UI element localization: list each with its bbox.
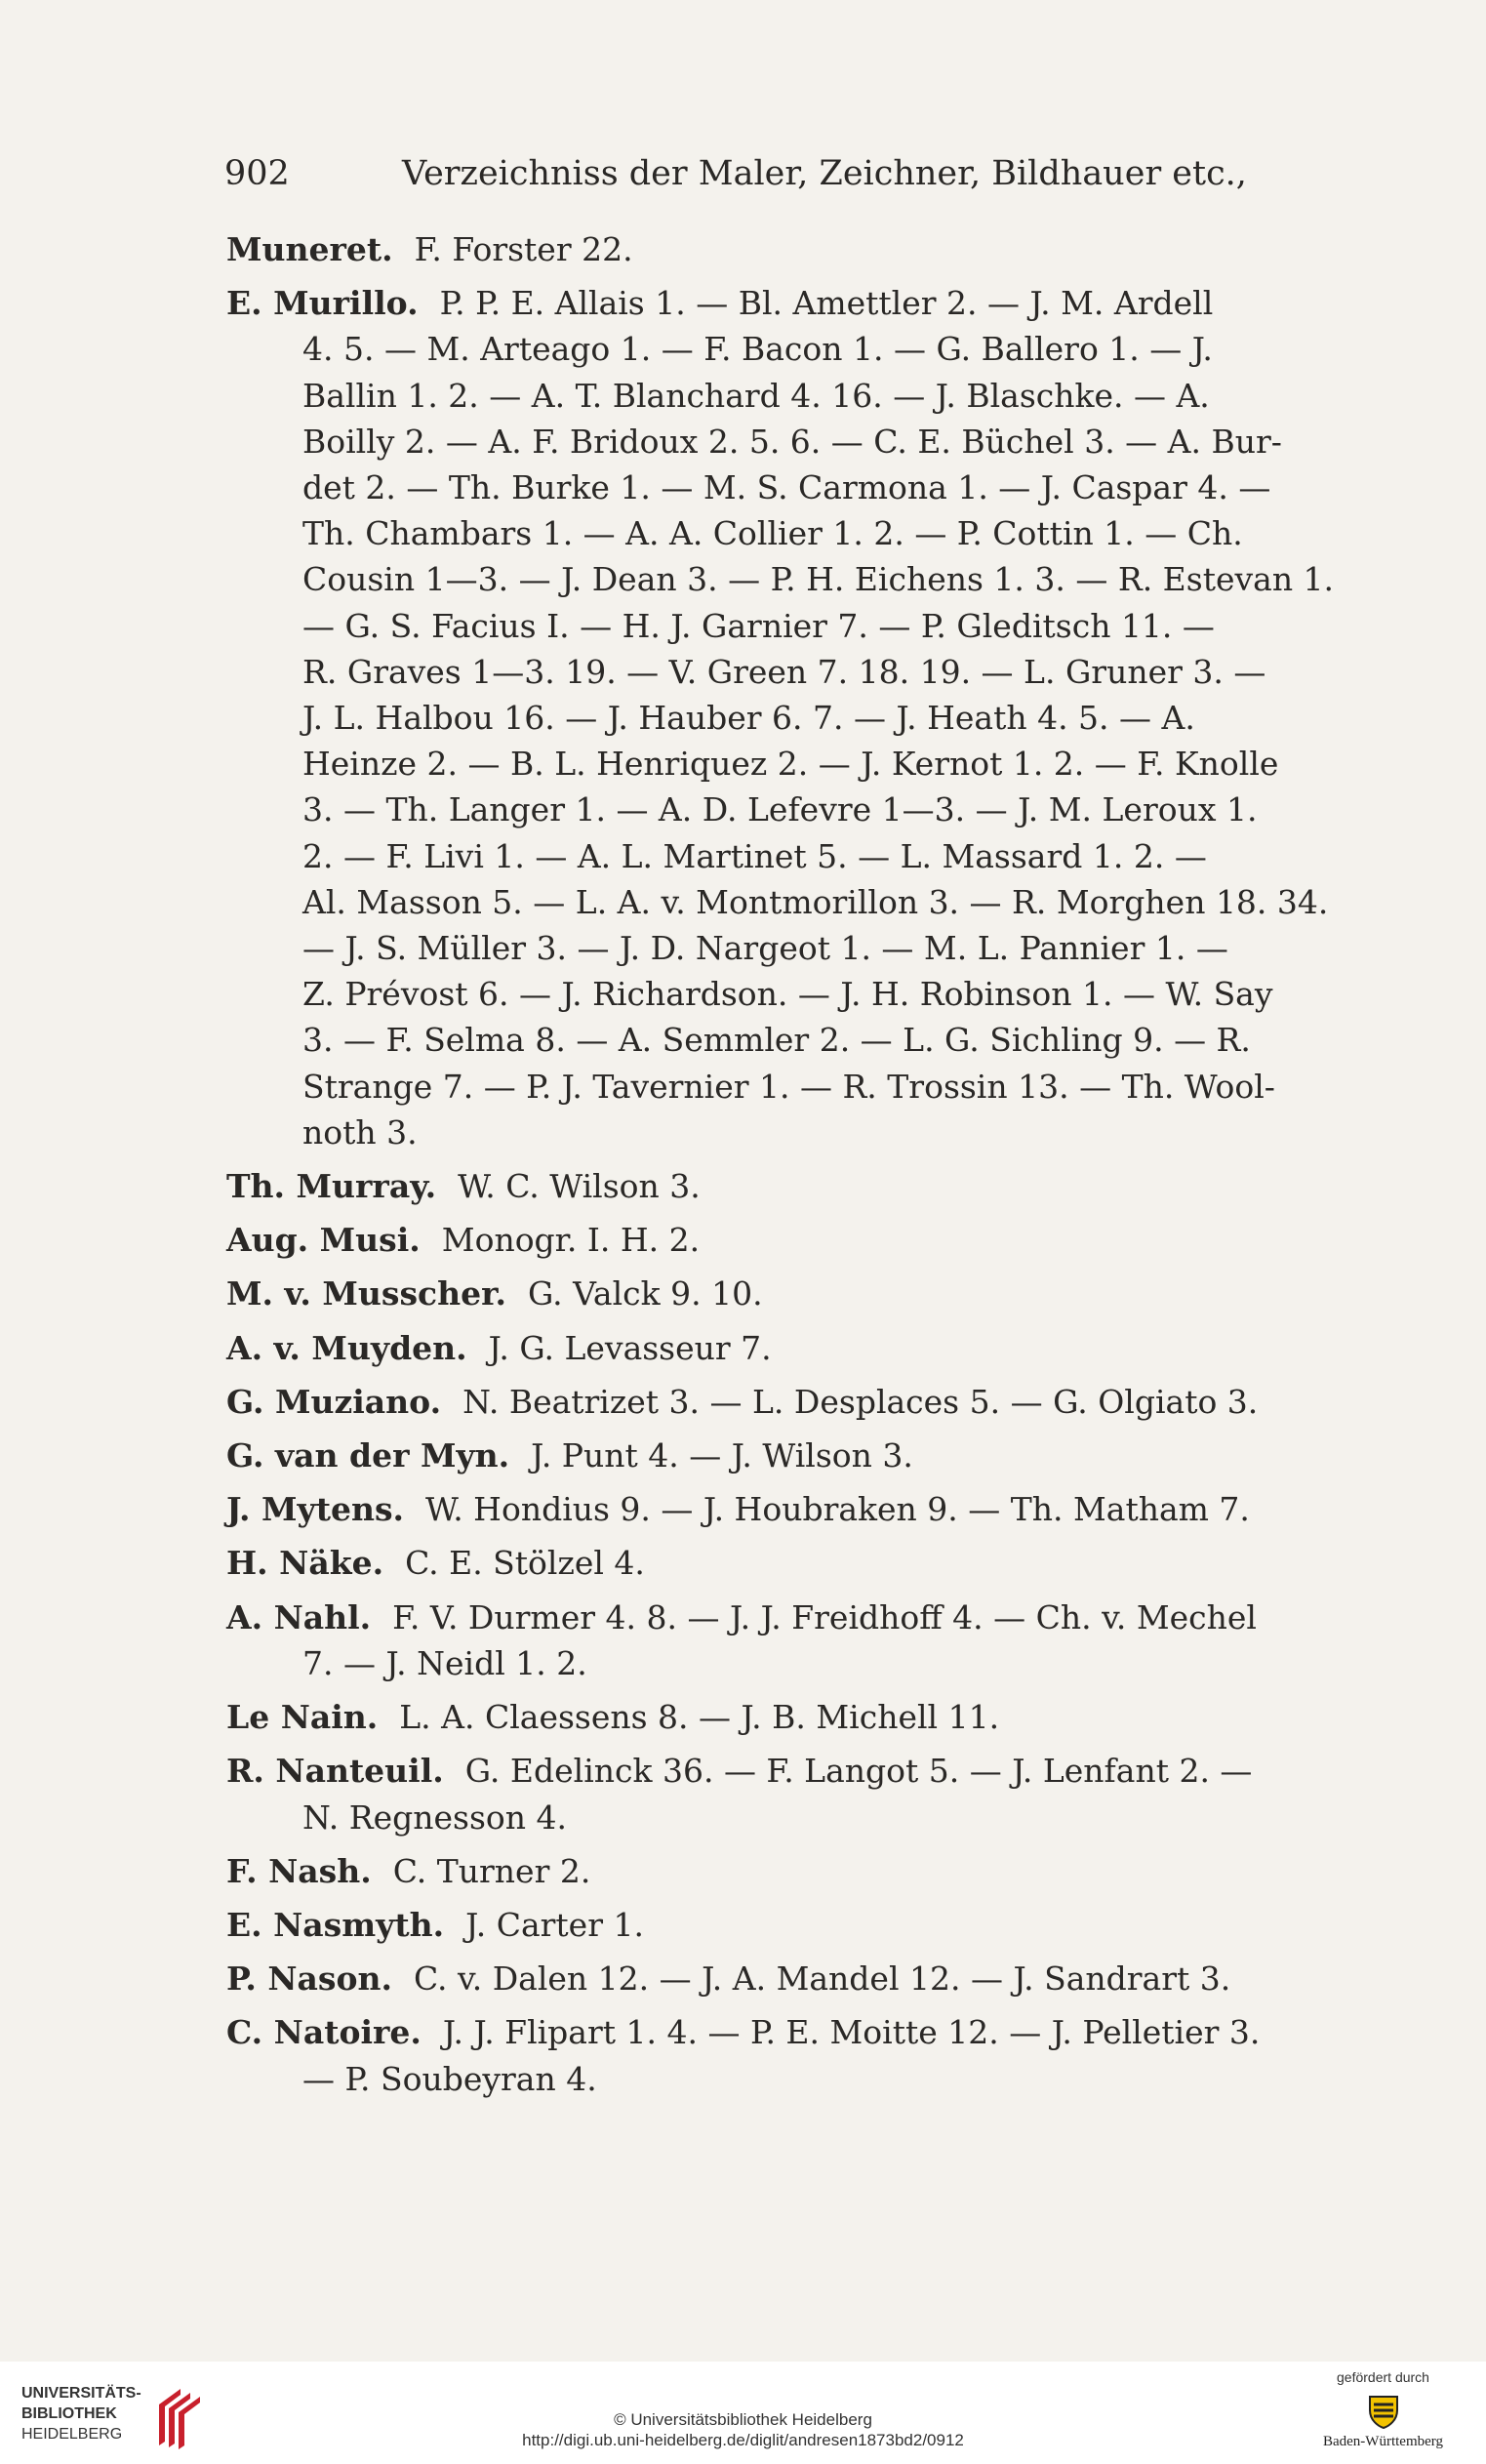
entry-line <box>226 1694 1339 1740</box>
entry-line <box>226 556 1339 602</box>
entry-line <box>226 510 1339 556</box>
engraver-list: G. Valck 9. 10. <box>527 1274 763 1313</box>
entry-line <box>226 465 1339 510</box>
artist-name: A. v. Muyden. <box>226 1328 467 1367</box>
engraver-list: — P. Soubeyran 4. <box>302 2059 597 2098</box>
entry-line <box>226 2009 1339 2055</box>
index-entry <box>226 1217 1339 1263</box>
index-entry <box>226 1748 1339 1839</box>
engraver-list: J. J. Flipart 1. 4. — P. E. Moitte 12. — J. Pelletier 3. <box>442 2013 1261 2052</box>
state-crest-icon <box>1364 2391 1403 2430</box>
entry-line <box>226 1110 1339 1155</box>
artist-name: Le Nain. <box>226 1698 379 1737</box>
index-entry <box>226 1379 1339 1425</box>
entry-line <box>226 971 1339 1017</box>
engraver-list: C. Turner 2. <box>392 1851 591 1890</box>
engraver-list: Strange 7. — P. J. Tavernier 1. — R. Trossin 13. — Th. Wool- <box>302 1067 1275 1106</box>
artist-name: J. Mytens. <box>226 1490 405 1529</box>
artist-name: G. Muziano. <box>226 1382 442 1421</box>
engraver-list: N. Beatrizet 3. — L. Desplaces 5. — G. Olgiato 3. <box>462 1382 1259 1421</box>
engraver-list: L. A. Claessens 8. — J. B. Michell 11. <box>399 1698 1000 1737</box>
artist-name: A. Nahl. <box>226 1597 372 1636</box>
entry-line <box>226 649 1339 695</box>
artist-name: Aug. Musi. <box>226 1221 421 1260</box>
engraver-list: — G. S. Facius I. — H. J. Garnier 7. — P. Gleditsch 11. — <box>302 606 1215 645</box>
running-head: Verzeichniss der Maler, Zeichner, Bildhauer etc., <box>402 154 1247 193</box>
entry-line <box>226 1433 1339 1478</box>
entry-line <box>226 1902 1339 1948</box>
engraver-list: Ballin 1. 2. — A. T. Blanchard 4. 16. — J. Blaschke. — A. <box>302 376 1210 415</box>
entry-line <box>226 1017 1339 1063</box>
entry-line <box>226 326 1339 372</box>
index-entry <box>226 1956 1339 2001</box>
engraver-list: P. P. E. Allais 1. — Bl. Amettler 2. — J. M. Ardell <box>439 284 1214 323</box>
engraver-list: Boilly 2. — A. F. Bridoux 2. 5. 6. — C. E. Büchel 3. — A. Bur- <box>302 422 1282 461</box>
index-entry <box>226 1540 1339 1586</box>
artist-name: M. v. Musscher. <box>226 1274 506 1313</box>
engraver-list: — J. S. Müller 3. — J. D. Nargeot 1. — M. L. Pannier 1. — <box>302 929 1228 968</box>
entry-line <box>226 419 1339 465</box>
artist-name: C. Natoire. <box>226 2013 422 2052</box>
entry-line <box>226 280 1339 326</box>
engraver-list: Heinze 2. — B. L. Henriquez 2. — J. Kernot 1. 2. — F. Knolle <box>302 745 1279 784</box>
engraver-list: 7. — J. Neidl 1. 2. <box>302 1643 587 1682</box>
engraver-list: 4. 5. — M. Arteago 1. — F. Bacon 1. — G. Ballero 1. — J. <box>302 330 1213 369</box>
entry-line <box>226 603 1339 649</box>
engraver-list: Cousin 1—3. — J. Dean 3. — P. H. Eichens 1. 3. — R. Estevan 1. <box>302 560 1335 599</box>
engraver-list: det 2. — Th. Burke 1. — M. S. Carmona 1. — J. Caspar 4. — <box>302 468 1271 507</box>
index-entry <box>226 1486 1339 1532</box>
index-entry <box>226 1595 1339 1686</box>
entry-line <box>226 1540 1339 1586</box>
artist-name: Muneret. <box>226 230 393 268</box>
engraver-list: J. L. Halbou 16. — J. Hauber 6. 7. — J. Heath 4. 5. — A. <box>302 699 1195 738</box>
index-entries <box>226 226 1339 2110</box>
entry-line <box>226 373 1339 419</box>
entry-line <box>226 1595 1339 1640</box>
artist-name: P. Nason. <box>226 1959 392 1999</box>
entry-line <box>226 1163 1339 1209</box>
engraver-list: 3. — F. Selma 8. — A. Semmler 2. — L. G. Sichling 9. — R. <box>302 1021 1251 1060</box>
engraver-list: F. V. Durmer 4. 8. — J. J. Freidhoff 4. — Ch. v. Mechel <box>392 1597 1257 1636</box>
entry-line <box>226 2056 1339 2102</box>
entry-line <box>226 226 1339 272</box>
entry-line <box>226 1486 1339 1532</box>
index-entry <box>226 1325 1339 1371</box>
page-number: 902 <box>224 154 290 193</box>
library-name-line: BIBLIOTHEK <box>21 2405 117 2422</box>
engraver-list: F. Forster 22. <box>414 230 633 268</box>
index-entry <box>226 1848 1339 1894</box>
entry-line <box>226 695 1339 741</box>
entry-line <box>226 879 1339 925</box>
engraver-list: C. E. Stölzel 4. <box>405 1544 645 1583</box>
engraver-list: 3. — Th. Langer 1. — A. D. Lefevre 1—3. — J. M. Leroux 1. <box>302 790 1258 829</box>
entry-line <box>226 1748 1339 1794</box>
index-entry <box>226 1163 1339 1209</box>
engraver-list: noth 3. <box>302 1112 418 1151</box>
engraver-list: G. Edelinck 36. — F. Langot 5. — J. Lenfant 2. — <box>464 1752 1253 1791</box>
engraver-list: J. Carter 1. <box>465 1905 644 1944</box>
sponsor-name: Baden-Württemberg <box>1322 2434 1443 2449</box>
entry-line <box>226 1795 1339 1840</box>
engraver-list: Al. Masson 5. — L. A. v. Montmorillon 3. — R. Morghen 18. 34. <box>302 882 1329 921</box>
entry-line <box>226 1640 1339 1686</box>
artist-name: Th. Murray. <box>226 1167 437 1206</box>
engraver-list: R. Graves 1—3. 19. — V. Green 7. 18. 19. — L. Gruner 3. — <box>302 652 1266 691</box>
permalink-url[interactable]: http://digi.ub.uni-heidelberg.de/diglit/andresen1873bd2/0912 <box>522 2431 964 2449</box>
artist-name: G. van der Myn. <box>226 1436 510 1475</box>
entry-line <box>226 1325 1339 1371</box>
engraver-list: 2. — F. Livi 1. — A. L. Martinet 5. — L. Massard 1. 2. — <box>302 836 1207 875</box>
index-entry <box>226 1433 1339 1478</box>
entry-line <box>226 1848 1339 1894</box>
sponsor-badge[interactable] <box>1312 2369 1454 2450</box>
engraver-list: N. Regnesson 4. <box>302 1798 567 1837</box>
entry-line <box>226 741 1339 787</box>
engraver-list: Th. Chambars 1. — A. A. Collier 1. 2. — P. Cottin 1. — Ch. <box>302 514 1243 553</box>
index-entry <box>226 226 1339 272</box>
entry-line <box>226 1217 1339 1263</box>
engraver-list: Z. Prévost 6. — J. Richardson. — J. H. Robinson 1. — W. Say <box>302 975 1273 1014</box>
entry-line <box>226 787 1339 832</box>
artist-name: F. Nash. <box>226 1851 372 1890</box>
page-header <box>224 154 1327 203</box>
sponsor-label: gefördert durch <box>1337 2369 1429 2385</box>
copyright-notice: © Universitätsbibliothek Heidelberg <box>614 2410 872 2429</box>
footer-bar <box>0 2362 1486 2464</box>
index-entry <box>226 1271 1339 1316</box>
engraver-list: Monogr. I. H. 2. <box>441 1221 701 1260</box>
library-name-line: UNIVERSITÄTS- <box>21 2385 141 2402</box>
entry-line <box>226 1064 1339 1110</box>
engraver-list: C. v. Dalen 12. — J. A. Mandel 12. — J. Sandrart 3. <box>413 1959 1231 1999</box>
engraver-list: W. Hondius 9. — J. Houbraken 9. — Th. Matham 7. <box>425 1490 1250 1529</box>
artist-name: E. Murillo. <box>226 284 419 323</box>
artist-name: H. Näke. <box>226 1544 384 1583</box>
index-entry <box>226 1902 1339 1948</box>
artist-name: R. Nanteuil. <box>226 1752 444 1791</box>
entry-line <box>226 1271 1339 1316</box>
engraver-list: W. C. Wilson 3. <box>458 1167 701 1206</box>
entry-line <box>226 833 1339 879</box>
entry-line <box>226 1956 1339 2001</box>
artist-name: E. Nasmyth. <box>226 1905 445 1944</box>
index-entry <box>226 1694 1339 1740</box>
library-name-line: HEIDELBERG <box>21 2426 123 2443</box>
index-entry <box>226 280 1339 1155</box>
index-entry <box>226 2009 1339 2101</box>
engraver-list: J. Punt 4. — J. Wilson 3. <box>531 1436 913 1475</box>
entry-line <box>226 1379 1339 1425</box>
engraver-list: J. G. Levasseur 7. <box>488 1328 772 1367</box>
entry-line <box>226 925 1339 971</box>
